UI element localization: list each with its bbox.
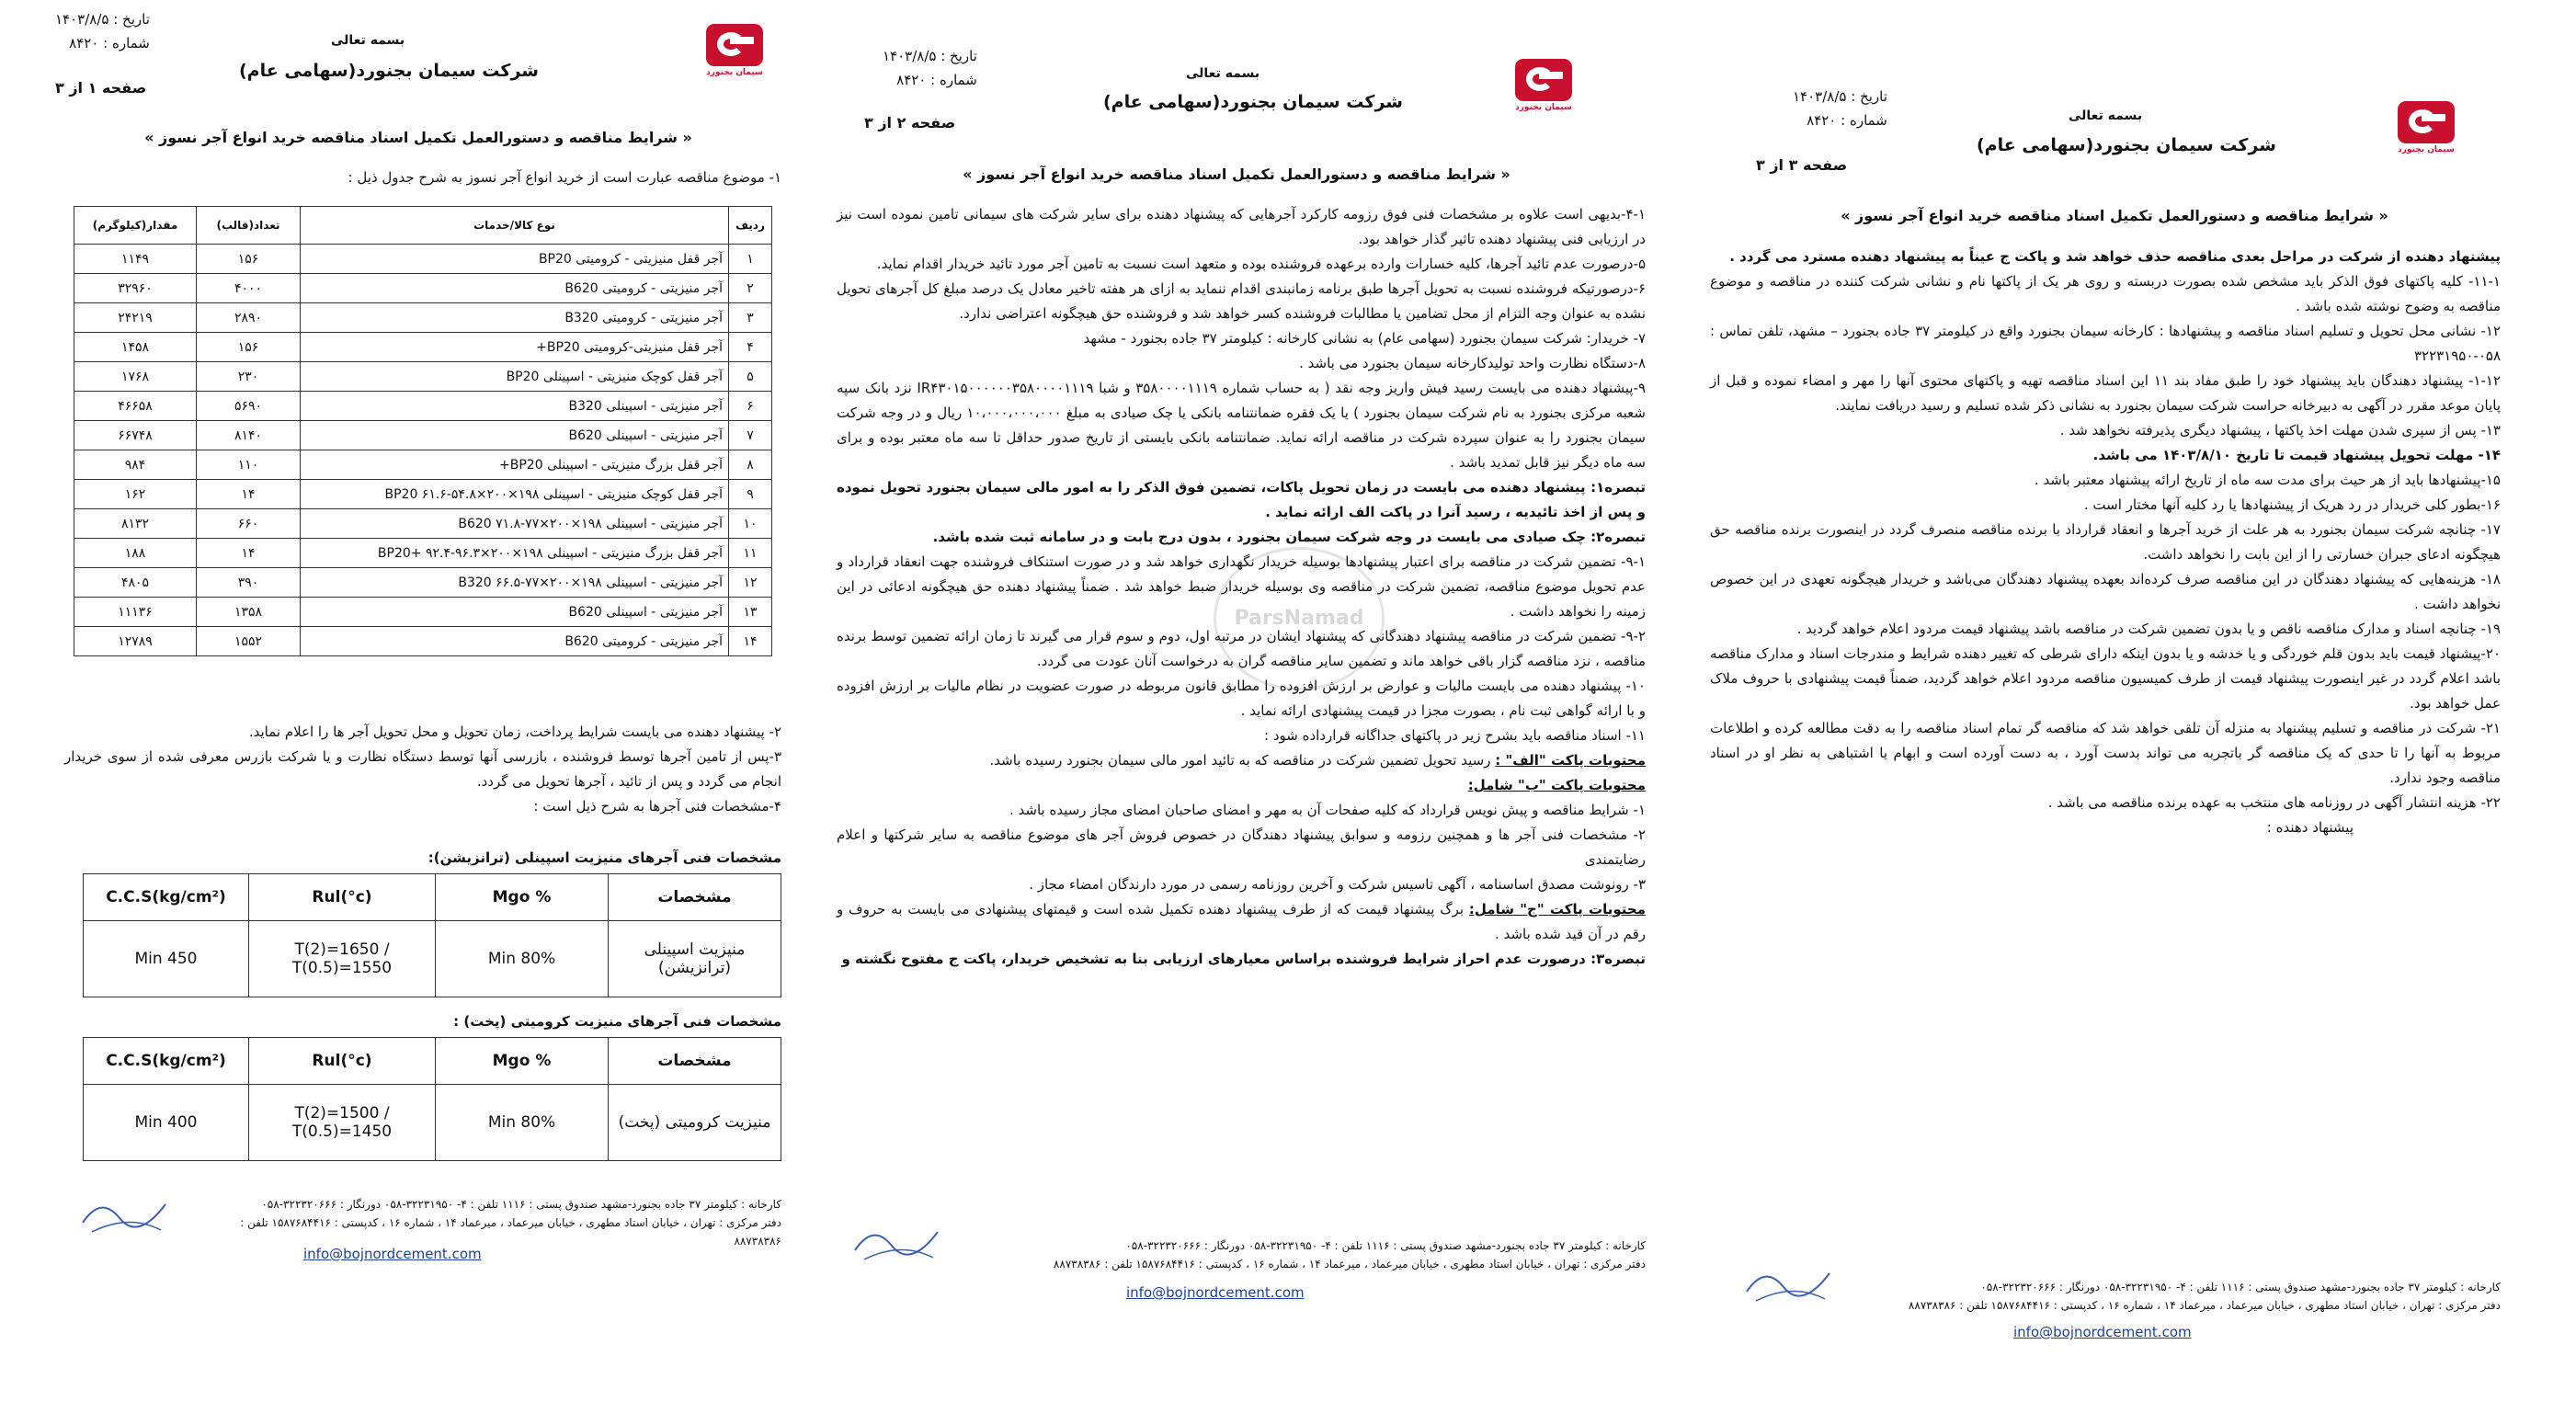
- table-row: [74, 245, 772, 274]
- cell-row: ۷: [729, 421, 772, 450]
- para-16: ۱۶-بطور کلی خریدار در رد هریک از پیشنهادها یا رد کلیه آنها مختار است .: [2083, 496, 2501, 513]
- table-row: [74, 509, 772, 539]
- items-table: [74, 206, 772, 656]
- page-number: صفحه ۳ از ۳: [1756, 156, 1848, 174]
- para-9-2: ۹-۲- تضمین شرکت در مناقصه پیشنهاد دهندگانی که پیشنهاد ایشان در مرتبه اول، دوم و سوم قرار می گیرند تا زمان ارائه تضمین توسط برنده مناقصه ، نزد مناقصه گزار باقی خواهد ماند و تضمین سایر مناقصه گران به درخواست آنان عودت می گردد.: [837, 628, 1646, 669]
- spec2-value-row: [84, 1085, 781, 1161]
- doc-title: « شرایط مناقصه و دستورالعمل تکمیل اسناد مناقصه خرید انواع آجر نسوز »: [1841, 207, 2388, 224]
- page-1: [55, 0, 781, 1413]
- page-3: [1701, 0, 2528, 1413]
- table-row: [74, 598, 772, 627]
- cell-row: ۶: [729, 392, 772, 421]
- basmala: بسمه تعالی: [2069, 108, 2143, 123]
- table-row: [74, 303, 772, 333]
- cell-count: ۵۶۹۰: [197, 392, 301, 421]
- cell-item: آجر منیزیتی - اسپینلی B320: [301, 392, 729, 421]
- signature-stamp-icon: [1738, 1255, 1839, 1310]
- table-row: [74, 333, 772, 362]
- cell-weight: ۸۱۳۲: [74, 509, 197, 539]
- cell-item: آجر قفل کوچک منیزیتی - اسپینلی BP20 ۶۱.۶-۵۴.۸×۲۰۰×۱۹۸: [301, 480, 729, 509]
- cell-count: ۲۳۰: [197, 362, 301, 392]
- cell-count: ۱۵۶: [197, 333, 301, 362]
- table-row: [74, 362, 772, 392]
- cell-item: آجر منیزیتی - کرومیتی B620: [301, 274, 729, 303]
- doc-title: « شرایط مناقصه و دستورالعمل تکمیل اسناد مناقصه خرید انواع آجر نسوز »: [963, 165, 1510, 183]
- pack-c-text: برگ پیشنهاد قیمت که از طرف پیشنهاد دهنده تکمیل شده است و قیمتهای پیشنهادی می بایست به حروف و رقم در آن قید شده باشد .: [837, 901, 1646, 942]
- number-label: شماره : ۸۴۲۰: [69, 35, 150, 51]
- cell-count: ۱۵۵۲: [197, 627, 301, 656]
- cell-weight: ۱۱۱۳۶: [74, 598, 197, 627]
- spec-table-chrome: [83, 1037, 781, 1161]
- cell-count: ۱۳۵۸: [197, 598, 301, 627]
- date-label: تاریخ : ۱۴۰۳/۸/۵: [883, 48, 977, 64]
- note-2: تبصره۲: چک صیادی می بایست در وجه شرکت سیمان بجنورد ، بدون درج بابت و در سامانه ثبت شده باشد.: [932, 529, 1646, 545]
- spec1-h-rul: Rul(°c): [249, 874, 436, 921]
- spec1-title: مشخصات فنی آجرهای منیزیت اسپینلی (ترانزیشن):: [427, 849, 781, 866]
- pack-b-item-3: ۳- رونوشت مصدق اساسنامه ، آگهی تاسیس شرکت و آخرین روزنامه رسمی در مورد دارندگان امضاء مجاز .: [1029, 876, 1646, 893]
- table-row: [74, 627, 772, 656]
- page-2: [809, 0, 1664, 1413]
- page2-paragraphs: [837, 202, 1646, 972]
- footer-email-link[interactable]: info@bojnordcement.com: [303, 1246, 482, 1262]
- company-name: شرکت سیمان بجنورد(سهامی عام): [1103, 92, 1403, 112]
- para-6: ۶-درصورتیکه فروشنده نسبت به تحویل آجرها طبق برنامه زمانبندی اقدام ننماید به ازای هر هفته تاخیر معادل یک درصد مبلغ کل آجرهای تحویل نشده به عنوان وجه التزام از محل تضامین یا مطالبات فروشنده کسر خواهد شد و فروشنده حق هیچگونه اعتراضی ندارد.: [837, 280, 1646, 322]
- date-label: تاریخ : ۱۴۰۳/۸/۵: [1793, 88, 1887, 105]
- cell-count: ۱۴: [197, 480, 301, 509]
- spec2-v-spec: منیزیت کرومیتی (پخت): [609, 1085, 781, 1161]
- table-row: [74, 274, 772, 303]
- para-13: ۱۳- پس از سپری شدن مهلت اخذ پاکتها ، پیشنهاد دیگری پذیرفته نخواهد شد .: [2059, 422, 2501, 439]
- cell-item: آجر قفل منیزیتی-کرومیتی BP20+: [301, 333, 729, 362]
- cell-item: آجر منیزیتی - اسپینلی B320 ۶۶.۵-۷۷×۲۰۰×۱۹۸: [301, 568, 729, 598]
- para-2: ۲- پیشنهاد دهنده می بایست شرایط پرداخت، زمان تحویل و محل تحویل آجر ها را اعلام نماید.: [248, 724, 781, 740]
- cell-item: آجر قفل منیزیتی - کرومیتی BP20: [301, 245, 729, 274]
- col-count: تعداد(قالب): [197, 207, 301, 245]
- para-12-1: ۱-۱۲- پیشنهاد دهندگان باید پیشنهاد خود را طبق مفاد بند ۱۱ این اسناد مناقصه تهیه و پاکتهای محتوی آنها را مهر و امضاء نموده و قبل از پایان موعد مقرر در آگهی به دبیرخانه حراست شرکت سیمان بجنورد به نشانی ذکر شده تسلیم و رسید دریافت نمایند.: [1710, 372, 2501, 414]
- para-7: ۷- خریدار: شرکت سیمان بجنورد (سهامی عام) به نشانی کارخانه : کیلومتر ۳۷ جاده بجنورد - مشهد: [1083, 330, 1646, 347]
- spec1-h-ccs: C.C.S(kg/cm²): [84, 874, 249, 921]
- cell-count: ۲۸۹۰: [197, 303, 301, 333]
- cell-weight: ۹۸۴: [74, 450, 197, 480]
- para-4-1: ۴-۱-بدیهی است علاوه بر مشخصات فنی فوق رزومه کارکرد آجرهایی که پیشنهاد دهنده برای سایر شرکت های سیمانی تامین نموده است نیز در ارزیابی فنی پیشنهاد دهنده تاثیر گذار خواهد بود.: [837, 206, 1646, 247]
- logo-caption: سیمان بجنورد: [1515, 103, 1572, 112]
- spec1-v-rul: T(2)=1650 / T(0.5)=1550: [249, 921, 436, 997]
- para-14: ۱۴- مهلت تحویل پیشنهاد قیمت تا تاریخ ۱۴۰۳/۸/۱۰ می باشد.: [2092, 447, 2501, 463]
- cell-weight: ۳۲۹۶۰: [74, 274, 197, 303]
- pack-b-title: محتویات پاکت "ب" شامل:: [1467, 777, 1646, 793]
- cell-row: ۱۴: [729, 627, 772, 656]
- footer-factory: کارخانه : کیلومتر ۳۷ جاده بجنورد-مشهد صندوق پستی : ۱۱۱۶ تلفن : ۴- ۳۲۲۳۱۹۵۰-۰۵۸ دورنگار : ۳۲۲۳۲۰۶۶۶-۰۵۸: [261, 1198, 781, 1211]
- cell-weight: ۴۶۶۵۸: [74, 392, 197, 421]
- pack-a: [837, 748, 1646, 773]
- pack-a-title: محتویات پاکت "الف" :: [1495, 752, 1646, 769]
- cell-row: ۳: [729, 303, 772, 333]
- company-logo: [699, 24, 770, 81]
- footer: [193, 1195, 781, 1250]
- cell-row: ۱۳: [729, 598, 772, 627]
- cell-row: ۹: [729, 480, 772, 509]
- footer-factory: کارخانه : کیلومتر ۳۷ جاده بجنورد-مشهد صندوق پستی : ۱۱۱۶ تلفن : ۴- ۳۲۲۳۱۹۵۰-۰۵۸ دورنگار : ۳۲۲۳۲۰۶۶۶-۰۵۸: [1125, 1239, 1646, 1252]
- cell-item: آجر منیزیتی - کرومیتی B620: [301, 627, 729, 656]
- col-weight: مقدار(کیلوگرم): [74, 207, 197, 245]
- para-22: ۲۲- هزینه انتشار آگهی در روزنامه های منتخب به عهده برنده مناقصه می باشد .: [2047, 794, 2501, 811]
- signature-stamp-icon: [74, 1186, 175, 1241]
- intro-text: ۱- موضوع مناقصه عبارت است از خرید انواع آجر نسوز به شرح جدول ذیل :: [348, 169, 781, 186]
- spec2-title: مشخصات فنی آجرهای منیزیت کرومیتی (پخت) :: [453, 1013, 781, 1030]
- footer-office: دفتر مرکزی : تهران ، خیابان استاد مطهری ، خیابان میرعماد ، میرعماد ۱۴ ، شماره ۱۶ ، کدپستی : ۱۵۸۷۶۸۴۴۱۶ تلفن : ۸۸۷۳۸۳۸۶: [1908, 1299, 2501, 1312]
- para-cont: پیشنهاد دهنده از شرکت در مراحل بعدی مناقصه حذف خواهد شد و پاکت ج عیناً به پیشنهاد دهنده مسترد می گردد .: [1729, 248, 2501, 265]
- para-21: ۲۱- شرکت در مناقصه و تسلیم پیشنهاد به منزله آن تلقی خواهد شد که مناقصه گر تمام اسناد مناقصه را به دقت مطالعه کرده و اطلاعات مربوط به آنها را تا حدی که یک مناقصه گر باتجربه می تواند بدست آورد ، به دست آورده است و ابهام یا اشتباهی به نظر او در اسناد مناقصه وجود ندارد.: [1710, 720, 2501, 786]
- cell-weight: ۱۷۶۸: [74, 362, 197, 392]
- cell-weight: ۴۸۰۵: [74, 568, 197, 598]
- table-row: [74, 539, 772, 568]
- cell-count: ۱۴: [197, 539, 301, 568]
- pack-b-item-1: ۱- شرایط مناقصه و پیش نویس قرارداد که کلیه صفحات آن به مهر و امضای صاحبان امضای مجاز رسیده باشد .: [1009, 802, 1646, 818]
- cell-row: ۱۰: [729, 509, 772, 539]
- para-15: ۱۵-پیشنهادها باید از هر حیث برای مدت سه ماه از تاریخ ارائه پیشنهاد معتبر باشد .: [2034, 472, 2501, 488]
- spec2-v-ccs: Min 400: [84, 1085, 249, 1161]
- spec2-h-ccs: C.C.S(kg/cm²): [84, 1038, 249, 1085]
- cell-count: ۳۹۰: [197, 568, 301, 598]
- bidder-label: پیشنهاد دهنده :: [2266, 819, 2354, 836]
- cell-weight: ۶۶۷۴۸: [74, 421, 197, 450]
- basmala: بسمه تعالی: [331, 33, 405, 48]
- company-logo: [2390, 101, 2462, 158]
- table-row: [74, 450, 772, 480]
- number-label: شماره : ۸۴۲۰: [1807, 112, 1887, 129]
- cell-row: ۱۲: [729, 568, 772, 598]
- logo-mark-icon: [706, 24, 763, 66]
- company-logo: [1508, 59, 1579, 116]
- cell-item: آجر منیزیتی - اسپینلی B620: [301, 421, 729, 450]
- note-3: تبصره۳: درصورت عدم احراز شرایط فروشنده براساس معیارهای ارزیابی بنا به تشخیص خریدار، پاکت ج مفتوح نگشته و: [841, 951, 1646, 967]
- col-row: ردیف: [729, 207, 772, 245]
- cell-item: آجر قفل بزرگ منیزیتی - اسپینلی BP20+ ۹۲.۴-۹۶.۳×۲۰۰×۱۹۸: [301, 539, 729, 568]
- spec-table-spinel: [83, 873, 781, 997]
- date-number-block: [883, 44, 977, 92]
- date-number-block: [1793, 85, 1887, 132]
- company-name: شرکت سیمان بجنورد(سهامی عام): [1977, 135, 2276, 155]
- cell-item: آجر منیزیتی - اسپینلی B620 ۷۱.۸-۷۷×۲۰۰×۱۹۸: [301, 509, 729, 539]
- page3-paragraphs: [1710, 245, 2501, 840]
- spec2-h-mgo: Mgo %: [436, 1038, 609, 1085]
- logo-mark-icon: [2398, 101, 2455, 143]
- cell-row: ۱: [729, 245, 772, 274]
- spec1-v-ccs: Min 450: [84, 921, 249, 997]
- pack-c-title: محتویات پاکت "ج" شامل:: [1468, 901, 1646, 917]
- note-1: تبصره۱: پیشنهاد دهنده می بایست در زمان تحویل پاکات، تضمین فوق الذکر را به امور مالی سیمان بجنورد تحویل نموده و پس از اخذ تائیدیه ، رسید آنرا در پاکت الف ارائه نماید .: [837, 479, 1646, 520]
- cell-count: ۸۱۴۰: [197, 421, 301, 450]
- para-19: ۱۹- چنانچه اسناد و مدارک مناقصه ناقص و یا بدون تضمین شرکت در مناقصه باشد پیشنهاد قیمت مردود اعلام خواهد گردید .: [1796, 621, 2501, 637]
- cell-weight: ۲۴۲۱۹: [74, 303, 197, 333]
- page-number: صفحه ۱ از ۳: [55, 79, 147, 97]
- para-9-1: ۹-۱- تضمین شرکت در مناقصه برای اعتبار پیشنهادها بوسیله خریدار نگهداری خواهد شد و در صورت استنکاف فروشنده جهت انعقاد قرارداد و عدم تحویل موضوع مناقصه، تضمین شرکت در مناقصه وی بوسیله خریدار ضبط خواهد شد . ضمناً پیشنهاد دهنده حق هیچگونه ادعائی در این زمینه را نخواهد داشت .: [837, 553, 1646, 620]
- spec2-v-rul: T(2)=1500 / T(0.5)=1450: [249, 1085, 436, 1161]
- cell-row: ۸: [729, 450, 772, 480]
- date-number-block: [55, 7, 150, 55]
- spec1-h-mgo: Mgo %: [436, 874, 609, 921]
- pack-c: [837, 897, 1646, 947]
- cell-count: ۱۱۰: [197, 450, 301, 480]
- spec2-v-mgo: Min 80%: [436, 1085, 609, 1161]
- para-12: ۱۲- نشانی محل تحویل و تسلیم اسناد مناقصه و پیشنهادها : کارخانه سیمان بجنورد واقع در کیلومتر ۳۷ جاده بجنورد – مشهد، تلفن تماس : ۰۵۸-۳۲۲۳۱۹۵۰: [1710, 323, 2501, 364]
- para-11: ۱۱- اسناد مناقصه باید بشرح زیر در پاکتهای جداگانه قرارداده شود :: [1264, 727, 1646, 744]
- footer-email-link[interactable]: info@bojnordcement.com: [2013, 1324, 2192, 1340]
- spec1-v-mgo: Min 80%: [436, 921, 609, 997]
- cell-weight: ۱۲۷۸۹: [74, 627, 197, 656]
- table-row: [74, 480, 772, 509]
- para-9: ۹-پیشنهاد دهنده می بایست رسید فیش واریز وجه نقد ( به حساب شماره ۳۵۸۰۰۰۰۱۱۱۹ و شبا IR۴۳۰۱۵۰۰۰۰۰۰۳۵۸۰۰۰۰۱۱۱۹ نزد بانک سپه شعبه مرکزی بجنورد به نام شرکت سیمان بجنورد ) یا یک فقره ضمانتنامه بانکی یا چک صیادی به مبلغ ۱۰،۰۰۰،۰۰۰،۰۰۰ ریال و در وجه شرکت سیمان بجنورد را به عنوان سپرده شرکت در مناقصه ارائه نماید. ضمانتنامه بانکی بایستی از تاریخ صدور حداقل تا سه ماه معتبر بوده و برای سه ماه دیگر نیز قابل تمدید باشد .: [837, 380, 1646, 471]
- page1-paragraphs: [64, 720, 781, 819]
- basmala: بسمه تعالی: [1186, 66, 1260, 81]
- watermark-stamp: ParsNamad: [1214, 547, 1385, 690]
- spec1-h-spec: مشخصات: [609, 874, 781, 921]
- cell-weight: ۱۴۵۸: [74, 333, 197, 362]
- para-5: ۵-درصورت عدم تائید آجرها، کلیه خسارات وارده برعهده فروشنده بوده و متعهد است نسبت به تامین آجر مورد تائید خریدار اقدام نماید.: [876, 256, 1646, 272]
- cell-weight: ۱۸۸: [74, 539, 197, 568]
- para-18: ۱۸- هزینه‌هایی که پیشنهاد دهندگان در این مناقصه صرف کرده‌اند بعهده پیشنهاد دهندگان می‌باشد و خریدار هیچگونه تعهدی در این خصوص نخواهد داشت .: [1710, 571, 2501, 612]
- col-item: نوع کالا/خدمات: [301, 207, 729, 245]
- para-3: ۳-پس از تامین آجرها توسط فروشنده ، بازرسی آنها توسط دستگاه نظارت و یا شرکت بازرس معرفی شده از سوی خریدار انجام می گردد و پس از تائید ، آجرها تحویل می گردد.: [64, 748, 781, 790]
- logo-caption: سیمان بجنورد: [706, 68, 763, 77]
- pack-a-text: رسید تحویل تضمین شرکت در مناقصه که به تائید امور مالی سیمان بجنورد رسیده باشد.: [989, 752, 1496, 769]
- table-header-row: [74, 207, 772, 245]
- logo-caption: سیمان بجنورد: [2398, 145, 2455, 154]
- footer-office: دفتر مرکزی : تهران ، خیابان استاد مطهری ، خیابان میرعماد ، میرعماد ۱۴ ، شماره ۱۶ ، کدپستی : ۱۵۸۷۶۸۴۴۱۶ تلفن : ۸۸۷۳۸۳۸۶: [1053, 1258, 1646, 1271]
- footer: [1857, 1278, 2501, 1315]
- para-20: ۲۰-پیشنهاد قیمت باید بدون قلم خوردگی و یا خدشه و یا بدون اینکه دارای شرطی که تغییر دهنده شرایط و مندرجات اسناد و مدارک مناقصه باشد اعلام گردد در غیر اینصورت پیشنهاد قیمت از طرف کمیسیون مناقصه مردود اعلام خواهد گردید، ضمناً قیمت پیشنهادی با حروف ملاک عمل خواهد بود.: [1710, 645, 2501, 712]
- spec2-h-spec: مشخصات: [609, 1038, 781, 1085]
- company-name: شرکت سیمان بجنورد(سهامی عام): [239, 61, 539, 81]
- cell-weight: ۱۶۲: [74, 480, 197, 509]
- spec2-header-row: [84, 1038, 781, 1085]
- spec1-v-spec: منیزیت اسپینلی (ترانزیشن): [609, 921, 781, 997]
- para-4: ۴-مشخصات فنی آجرها به شرح ذیل است :: [533, 798, 781, 815]
- spec1-header-row: [84, 874, 781, 921]
- cell-row: ۴: [729, 333, 772, 362]
- cell-item: آجر قفل کوچک منیزیتی - اسپینلی BP20: [301, 362, 729, 392]
- cell-weight: ۱۱۴۹: [74, 245, 197, 274]
- spec1-value-row: [84, 921, 781, 997]
- para-10: ۱۰- پیشنهاد دهنده می بایست مالیات و عوارض بر ارزش افزوده را مطابق قانون مربوطه در صورت عضویت در نظام مالیات بر ارزش افزوده و با ارائه گواهی ثبت نام ، بصورت مجزا در قیمت پیشنهادی ارائه نماید .: [837, 678, 1646, 719]
- para-17: ۱۷- چنانچه شرکت سیمان بجنورد به هر علت از خرید آجرها و انعقاد قرارداد با برنده مناقصه منصرف گردد در اینصورت برنده مناقصه حق هیچگونه ادعای جبران خسارتی را از این بابت را نخواهد داشت.: [1710, 521, 2501, 563]
- footer-email-link[interactable]: info@bojnordcement.com: [1126, 1284, 1305, 1301]
- cell-count: ۱۵۶: [197, 245, 301, 274]
- cell-row: ۱۱: [729, 539, 772, 568]
- doc-title: « شرایط مناقصه و دستورالعمل تکمیل اسناد مناقصه خرید انواع آجر نسوز »: [144, 129, 692, 146]
- date-label: تاریخ : ۱۴۰۳/۸/۵: [55, 11, 150, 28]
- spec2-h-rul: Rul(°c): [249, 1038, 436, 1085]
- footer-office: دفتر مرکزی : تهران ، خیابان استاد مطهری ، خیابان میرعماد ، میرعماد ۱۴ ، شماره ۱۶ ، کدپستی : ۱۵۸۷۶۸۴۴۱۶ تلفن : ۸۸۷۳۸۳۸۶: [240, 1216, 781, 1248]
- table-row: [74, 392, 772, 421]
- cell-item: آجر منیزیتی - اسپینلی B620: [301, 598, 729, 627]
- cell-row: ۵: [729, 362, 772, 392]
- table-row: [74, 568, 772, 598]
- para-8: ۸-دستگاه نظارت واحد تولیدکارخانه سیمان بجنورد می باشد .: [1299, 355, 1646, 371]
- number-label: شماره : ۸۴۲۰: [896, 72, 977, 88]
- cell-row: ۲: [729, 274, 772, 303]
- cell-item: آجر منیزیتی - کرومیتی B320: [301, 303, 729, 333]
- cell-item: آجر قفل بزرگ منیزیتی - اسپینلی BP20+: [301, 450, 729, 480]
- pack-b-item-2: ۲- مشخصات فنی آجر ها و همچنین رزومه و سوابق پیشنهاد دهندگان در خصوص فروش آجر های موضوع مناقصه به سایر شرکتها و اعلام رضایتمندی: [837, 826, 1646, 868]
- cell-count: ۴۰۰۰: [197, 274, 301, 303]
- logo-mark-icon: [1515, 59, 1572, 101]
- page-number: صفحه ۲ از ۳: [864, 114, 956, 131]
- para-11-1: ۱۱-۱- کلیه پاکتهای فوق الذکر باید مشخص شده بصورت دربسته و روی هر یک از پاکتها نام و نشانی شرکت کننده در مناقصه و موضوع مناقصه به وضوح نوشته شده باشد .: [1710, 273, 2501, 314]
- footer: [1002, 1236, 1646, 1273]
- cell-count: ۶۶۰: [197, 509, 301, 539]
- signature-stamp-icon: [846, 1214, 947, 1269]
- table-row: [74, 421, 772, 450]
- footer-factory: کارخانه : کیلومتر ۳۷ جاده بجنورد-مشهد صندوق پستی : ۱۱۱۶ تلفن : ۴- ۳۲۲۳۱۹۵۰-۰۵۸ دورنگار : ۳۲۲۳۲۰۶۶۶-۰۵۸: [1980, 1281, 2501, 1293]
